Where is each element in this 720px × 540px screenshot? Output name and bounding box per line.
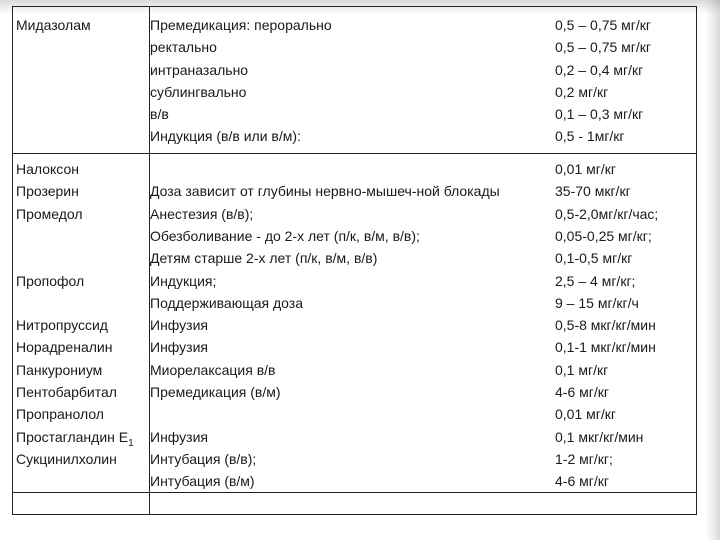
usage-cell	[150, 14, 332, 148]
drug-name-text: Налоксон	[16, 161, 79, 177]
usage-cell	[150, 203, 420, 270]
usage-line: Премедикация (в/м)	[150, 384, 281, 400]
table-border-top	[12, 6, 697, 7]
usage-line: Инфузия	[150, 428, 208, 445]
usage-line: Анестезия (в/в);	[150, 205, 254, 222]
dose-cell	[555, 14, 651, 148]
dose-line: 0,05-0,25 мг/кг;	[555, 227, 652, 244]
dose-line: 1-2 мг/кг;	[555, 450, 613, 467]
usage-line: сублингвально	[150, 83, 247, 100]
dose-line: 0,01 мг/кг	[555, 161, 616, 177]
dose-cell	[555, 381, 609, 403]
table-border-right	[696, 6, 697, 515]
usage-line: Индукция (в/в или в/м):	[150, 128, 301, 145]
dose-cell	[555, 158, 616, 180]
dose-line: 4-6 мг/кг	[555, 473, 609, 490]
drug-name-text: Пропофол	[16, 272, 85, 289]
usage-line: Доза зависит от глубины нервно-мышеч-ной блокады	[150, 183, 500, 200]
dose-line: 0,1 мг/кг	[555, 361, 609, 378]
dose-line: 0,1 мкг/кг/мин	[555, 428, 644, 445]
usage-cell	[150, 270, 303, 315]
dose-cell	[555, 270, 639, 315]
dose-cell	[555, 448, 613, 493]
dose-line: 35-70 мкг/кг	[555, 183, 631, 200]
drug-name	[16, 336, 112, 358]
dose-line: 0,2 – 0,4 мг/кг	[555, 61, 644, 78]
usage-line: Интубация (в/в);	[150, 450, 257, 467]
dose-cell	[555, 180, 631, 202]
drug-name-text: Мидазолам	[16, 17, 91, 33]
dose-line: 0,01 мг/кг	[555, 406, 616, 423]
drug-name-text: Промедол	[16, 205, 83, 222]
dose-cell	[555, 426, 643, 448]
row-divider	[12, 153, 697, 154]
drug-name	[16, 14, 91, 36]
dose-cell	[555, 359, 608, 381]
usage-line: Инфузия	[150, 339, 208, 356]
drug-name	[16, 314, 108, 336]
dose-line: 0,5 – 0,75 мг/кг	[555, 17, 652, 33]
drug-name-text: Пентобарбитал	[16, 384, 117, 400]
dose-line: 0,1 – 0,3 мг/кг	[555, 106, 644, 123]
usage-cell	[150, 336, 208, 358]
drug-name-text: Простагландин E	[16, 428, 129, 445]
usage-cell	[150, 314, 208, 336]
usage-line: интраназально	[150, 61, 249, 78]
usage-line: в/в	[150, 106, 169, 123]
drug-name-text: Пропранолол	[16, 406, 104, 423]
usage-line: Инфузия	[150, 317, 208, 334]
dose-cell	[555, 203, 658, 270]
dose-line: 0,2 мг/кг	[555, 83, 609, 100]
drug-name-text: Норадреналин	[16, 339, 113, 356]
dose-cell	[555, 403, 616, 425]
drug-name-text: Панкурониум	[16, 361, 103, 378]
usage-line: Поддерживающая доза	[150, 294, 303, 311]
drug-name	[16, 158, 79, 180]
drug-name	[16, 270, 84, 292]
dose-line: 0,5 – 0,75 мг/кг	[555, 39, 652, 56]
usage-cell	[150, 180, 500, 202]
usage-cell	[150, 381, 281, 403]
dose-line: 2,5 – 4 мг/кг;	[555, 272, 636, 289]
slide-shadow-right	[706, 0, 720, 540]
usage-cell	[150, 426, 208, 448]
dose-line: 0,5-2,0мг/кг/час;	[555, 205, 659, 222]
usage-cell	[150, 359, 275, 381]
dose-cell	[555, 336, 656, 358]
dose-line: 0,1-0,5 мг/кг	[555, 250, 633, 267]
usage-cell	[150, 448, 256, 493]
dose-line: 0,5-8 мкг/кг/мин	[555, 317, 656, 334]
usage-line: Интубация (в/м)	[150, 473, 255, 490]
dose-line: 4-6 мг/кг	[555, 384, 609, 400]
slide-shadow-top	[0, 0, 720, 14]
dose-line: 0,5 - 1мг/кг	[555, 128, 625, 145]
dose-line: 9 – 15 мг/кг/ч	[555, 294, 639, 311]
usage-line: Премедикация: перорально	[150, 17, 332, 33]
drug-name	[16, 359, 102, 381]
drug-name	[16, 203, 83, 225]
drug-name-subscript: 1	[128, 437, 134, 449]
usage-line: Миорелаксация в/в	[150, 361, 276, 378]
usage-line: Индукция;	[150, 272, 217, 289]
table-border-left	[12, 6, 13, 515]
table-border-bottom	[12, 514, 697, 515]
drug-name-text: Нитропруссид	[16, 317, 108, 334]
usage-line: Обезболивание - до 2-х лет (п/к, в/м, в/в);	[150, 227, 420, 244]
drug-name	[16, 448, 117, 470]
drug-name	[16, 381, 117, 403]
dose-cell	[555, 314, 656, 336]
drug-name-text: Сукцинилхолин	[16, 450, 117, 467]
drug-name	[16, 403, 104, 425]
usage-line: ректально	[150, 39, 217, 56]
drug-name	[16, 180, 79, 202]
dose-line: 0,1-1 мкг/кг/мин	[555, 339, 656, 356]
usage-line: Детям старше 2-х лет (п/к, в/м, в/в)	[150, 250, 378, 267]
drug-name-text: Прозерин	[16, 183, 79, 200]
